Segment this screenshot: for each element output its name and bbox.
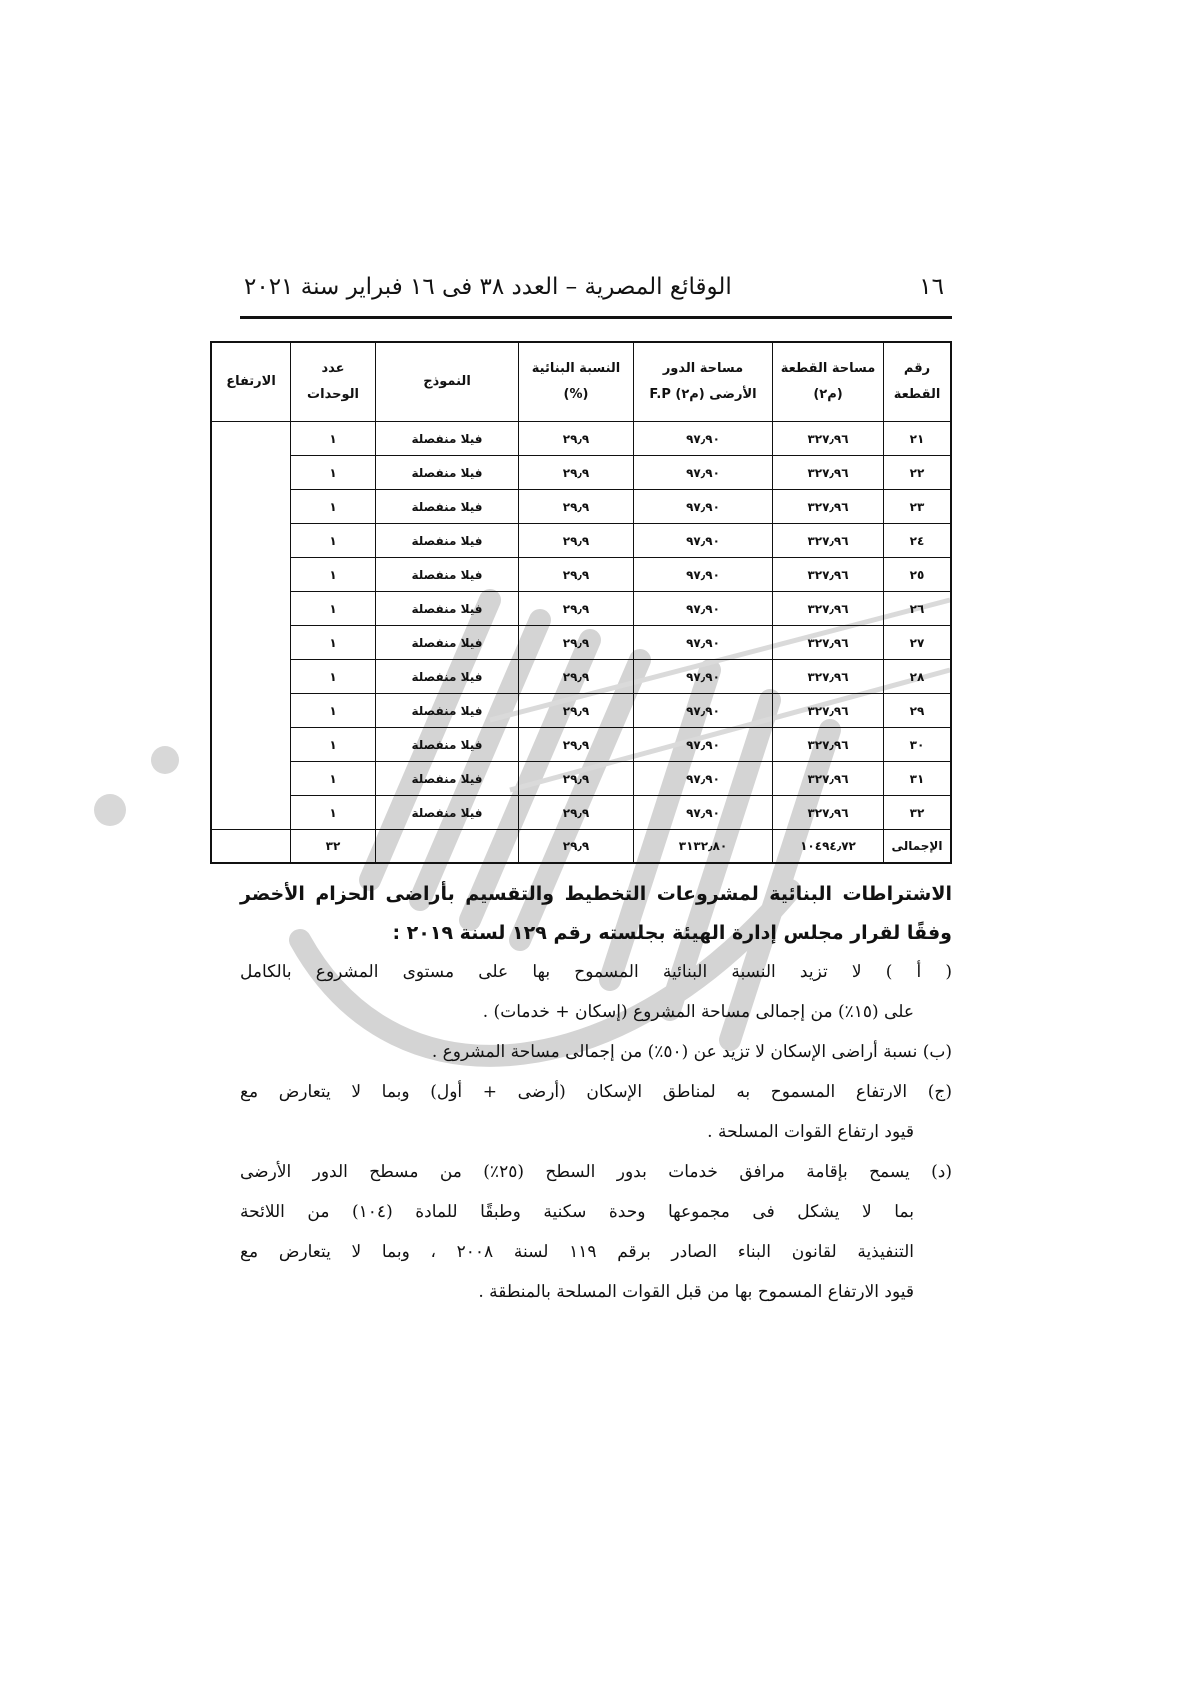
table-row xyxy=(211,796,951,830)
cell-units-count: ١ xyxy=(291,694,376,728)
cell-model: فيلا منفصلة xyxy=(376,626,519,660)
cell-ground-floor-area: ٩٧٫٩٠ xyxy=(634,490,773,524)
cell-plot-area: ٣٢٧٫٩٦ xyxy=(773,592,884,626)
section-title: الاشتراطات البنائية لمشروعات التخطيط والتقسيم بأراضى الحزام الأخضر xyxy=(240,883,952,905)
cell-model: فيلا منفصلة xyxy=(376,490,519,524)
table-total-row xyxy=(211,830,951,864)
header-height: الارتفاع xyxy=(211,342,291,422)
total-label: الإجمالى xyxy=(884,830,952,864)
cell-plot-area: ٣٢٧٫٩٦ xyxy=(773,796,884,830)
cell-plot-number: ٢٧ xyxy=(884,626,952,660)
cell-model: فيلا منفصلة xyxy=(376,456,519,490)
cell-model: فيلا منفصلة xyxy=(376,524,519,558)
cell-plot-number: ٢٣ xyxy=(884,490,952,524)
table-row xyxy=(211,626,951,660)
cell-plot-area: ٣٢٧٫٩٦ xyxy=(773,728,884,762)
cell-plot-area: ٣٢٧٫٩٦ xyxy=(773,456,884,490)
table-row xyxy=(211,762,951,796)
cell-model: فيلا منفصلة xyxy=(376,796,519,830)
table-row xyxy=(211,422,951,456)
cell-plot-number: ٣٢ xyxy=(884,796,952,830)
clause-a-line: على (١٥٪) من إجمالى مساحة المشروع (إسكان + خدمات) . xyxy=(482,1002,914,1022)
cell-building-ratio: ٢٩٫٩ xyxy=(519,728,634,762)
total-ground-floor-area: ٣١٣٢٫٨٠ xyxy=(634,830,773,864)
header-plot-area: مساحة القطعة (م٢) xyxy=(773,342,884,422)
cell-plot-area: ٣٢٧٫٩٦ xyxy=(773,762,884,796)
table-row xyxy=(211,694,951,728)
cell-model: فيلا منفصلة xyxy=(376,660,519,694)
table-row xyxy=(211,592,951,626)
cell-units-count: ١ xyxy=(291,524,376,558)
clause-d-line: (د) يسمح بإقامة مرافق خدمات بدور السطح (٢٥٪) من مسطح الدور الأرضى xyxy=(240,1162,952,1182)
cell-ground-floor-area: ٩٧٫٩٠ xyxy=(634,456,773,490)
cell-ground-floor-area: ٩٧٫٩٠ xyxy=(634,728,773,762)
cell-plot-area: ٣٢٧٫٩٦ xyxy=(773,524,884,558)
cell-plot-number: ٢٥ xyxy=(884,558,952,592)
clause-d-line: التنفيذية لقانون البناء الصادر برقم ١١٩ لسنة ٢٠٠٨ ، وبما لا يتعارض مع xyxy=(240,1242,914,1262)
table-row xyxy=(211,524,951,558)
gazette-page xyxy=(226,270,952,1312)
table-header-row xyxy=(211,342,951,422)
total-building-ratio: ٢٩٫٩ xyxy=(519,830,634,864)
clause-b-line: (ب) نسبة أراضى الإسكان لا تزيد عن (٥٠٪) من إجمالى مساحة المشروع . xyxy=(431,1042,952,1062)
cell-plot-number: ٢٩ xyxy=(884,694,952,728)
table-row xyxy=(211,558,951,592)
clause-c xyxy=(240,1072,952,1152)
table-row xyxy=(211,728,951,762)
cell-units-count: ١ xyxy=(291,592,376,626)
clause-c-line: قيود ارتفاع القوات المسلحة . xyxy=(707,1122,914,1142)
cell-plot-area: ٣٢٧٫٩٦ xyxy=(773,422,884,456)
cell-ground-floor-area: ٩٧٫٩٠ xyxy=(634,660,773,694)
cell-building-ratio: ٢٩٫٩ xyxy=(519,592,634,626)
cell-plot-area: ٣٢٧٫٩٦ xyxy=(773,490,884,524)
cell-ground-floor-area: ٩٧٫٩٠ xyxy=(634,694,773,728)
cell-ground-floor-area: ٩٧٫٩٠ xyxy=(634,558,773,592)
cell-units-count: ١ xyxy=(291,626,376,660)
cell-plot-number: ٢١ xyxy=(884,422,952,456)
clause-a-line: ( أ ) لا تزيد النسبة البنائية المسموح بها على مستوى المشروع بالكامل xyxy=(240,962,952,982)
header-ground-floor-area: مساحة الدور الأرضى (م٢) F.P xyxy=(634,342,773,422)
cell-building-ratio: ٢٩٫٩ xyxy=(519,524,634,558)
cell-building-ratio: ٢٩٫٩ xyxy=(519,422,634,456)
total-model xyxy=(376,830,519,864)
page-header xyxy=(240,270,952,319)
cell-ground-floor-area: ٩٧٫٩٠ xyxy=(634,796,773,830)
cell-ground-floor-area: ٩٧٫٩٠ xyxy=(634,762,773,796)
cell-ground-floor-area: ٩٧٫٩٠ xyxy=(634,626,773,660)
cell-units-count: ١ xyxy=(291,456,376,490)
cell-plot-number: ٢٤ xyxy=(884,524,952,558)
total-height xyxy=(211,830,291,864)
cell-plot-number: ٣١ xyxy=(884,762,952,796)
cell-units-count: ١ xyxy=(291,660,376,694)
cell-model: فيلا منفصلة xyxy=(376,728,519,762)
cell-building-ratio: ٢٩٫٩ xyxy=(519,762,634,796)
plots-table-body xyxy=(211,422,951,864)
header-units-count: عدد الوحدات xyxy=(291,342,376,422)
cell-plot-number: ٣٠ xyxy=(884,728,952,762)
cell-model: فيلا منفصلة xyxy=(376,422,519,456)
cell-units-count: ١ xyxy=(291,422,376,456)
cell-height xyxy=(211,422,291,830)
cell-building-ratio: ٢٩٫٩ xyxy=(519,626,634,660)
cell-units-count: ١ xyxy=(291,728,376,762)
cell-ground-floor-area: ٩٧٫٩٠ xyxy=(634,524,773,558)
cell-plot-area: ٣٢٧٫٩٦ xyxy=(773,626,884,660)
cell-plot-area: ٣٢٧٫٩٦ xyxy=(773,660,884,694)
clause-d xyxy=(240,1152,952,1312)
cell-ground-floor-area: ٩٧٫٩٠ xyxy=(634,592,773,626)
cell-model: فيلا منفصلة xyxy=(376,762,519,796)
cell-model: فيلا منفصلة xyxy=(376,694,519,728)
cell-units-count: ١ xyxy=(291,558,376,592)
cell-building-ratio: ٢٩٫٩ xyxy=(519,456,634,490)
cell-plot-area: ٣٢٧٫٩٦ xyxy=(773,694,884,728)
table-row xyxy=(211,660,951,694)
cell-plot-number: ٢٢ xyxy=(884,456,952,490)
header-building-ratio: النسبة البنائية (%) xyxy=(519,342,634,422)
section-subtitle: وفقًا لقرار مجلس إدارة الهيئة بجلسته رقم ١٢٩ لسنة ٢٠١٩ : xyxy=(392,922,952,944)
gazette-title: الوقائع المصرية – العدد ٣٨ فى ١٦ فبراير سنة ٢٠٢١ xyxy=(244,274,732,300)
clause-a xyxy=(240,952,952,1032)
total-units-count: ٣٢ xyxy=(291,830,376,864)
clause-d-line: قيود الارتفاع المسموح بها من قبل القوات المسلحة بالمنطقة . xyxy=(478,1282,914,1302)
clause-b xyxy=(240,1032,952,1072)
cell-building-ratio: ٢٩٫٩ xyxy=(519,796,634,830)
table-row xyxy=(211,490,951,524)
cell-plot-number: ٢٦ xyxy=(884,592,952,626)
cell-plot-number: ٢٨ xyxy=(884,660,952,694)
cell-ground-floor-area: ٩٧٫٩٠ xyxy=(634,422,773,456)
cell-units-count: ١ xyxy=(291,490,376,524)
cell-units-count: ١ xyxy=(291,796,376,830)
clause-c-line: (ج) الارتفاع المسموح به لمناطق الإسكان (أرضى + أول) وبما لا يتعارض مع xyxy=(240,1082,952,1102)
cell-model: فيلا منفصلة xyxy=(376,592,519,626)
cell-building-ratio: ٢٩٫٩ xyxy=(519,660,634,694)
cell-units-count: ١ xyxy=(291,762,376,796)
total-plot-area: ١٠٤٩٤٫٧٢ xyxy=(773,830,884,864)
table-row xyxy=(211,456,951,490)
header-model: النموذج xyxy=(376,342,519,422)
header-plot-number: رقم القطعة xyxy=(884,342,952,422)
cell-building-ratio: ٢٩٫٩ xyxy=(519,694,634,728)
cell-building-ratio: ٢٩٫٩ xyxy=(519,490,634,524)
page-number: ١٦ xyxy=(919,274,944,300)
cell-building-ratio: ٢٩٫٩ xyxy=(519,558,634,592)
cell-model: فيلا منفصلة xyxy=(376,558,519,592)
cell-plot-area: ٣٢٧٫٩٦ xyxy=(773,558,884,592)
clause-d-line: بما لا يشكل فى مجموعها وحدة سكنية وطبقًا للمادة (١٠٤) من اللائحة xyxy=(240,1202,914,1222)
plots-table xyxy=(210,341,952,864)
